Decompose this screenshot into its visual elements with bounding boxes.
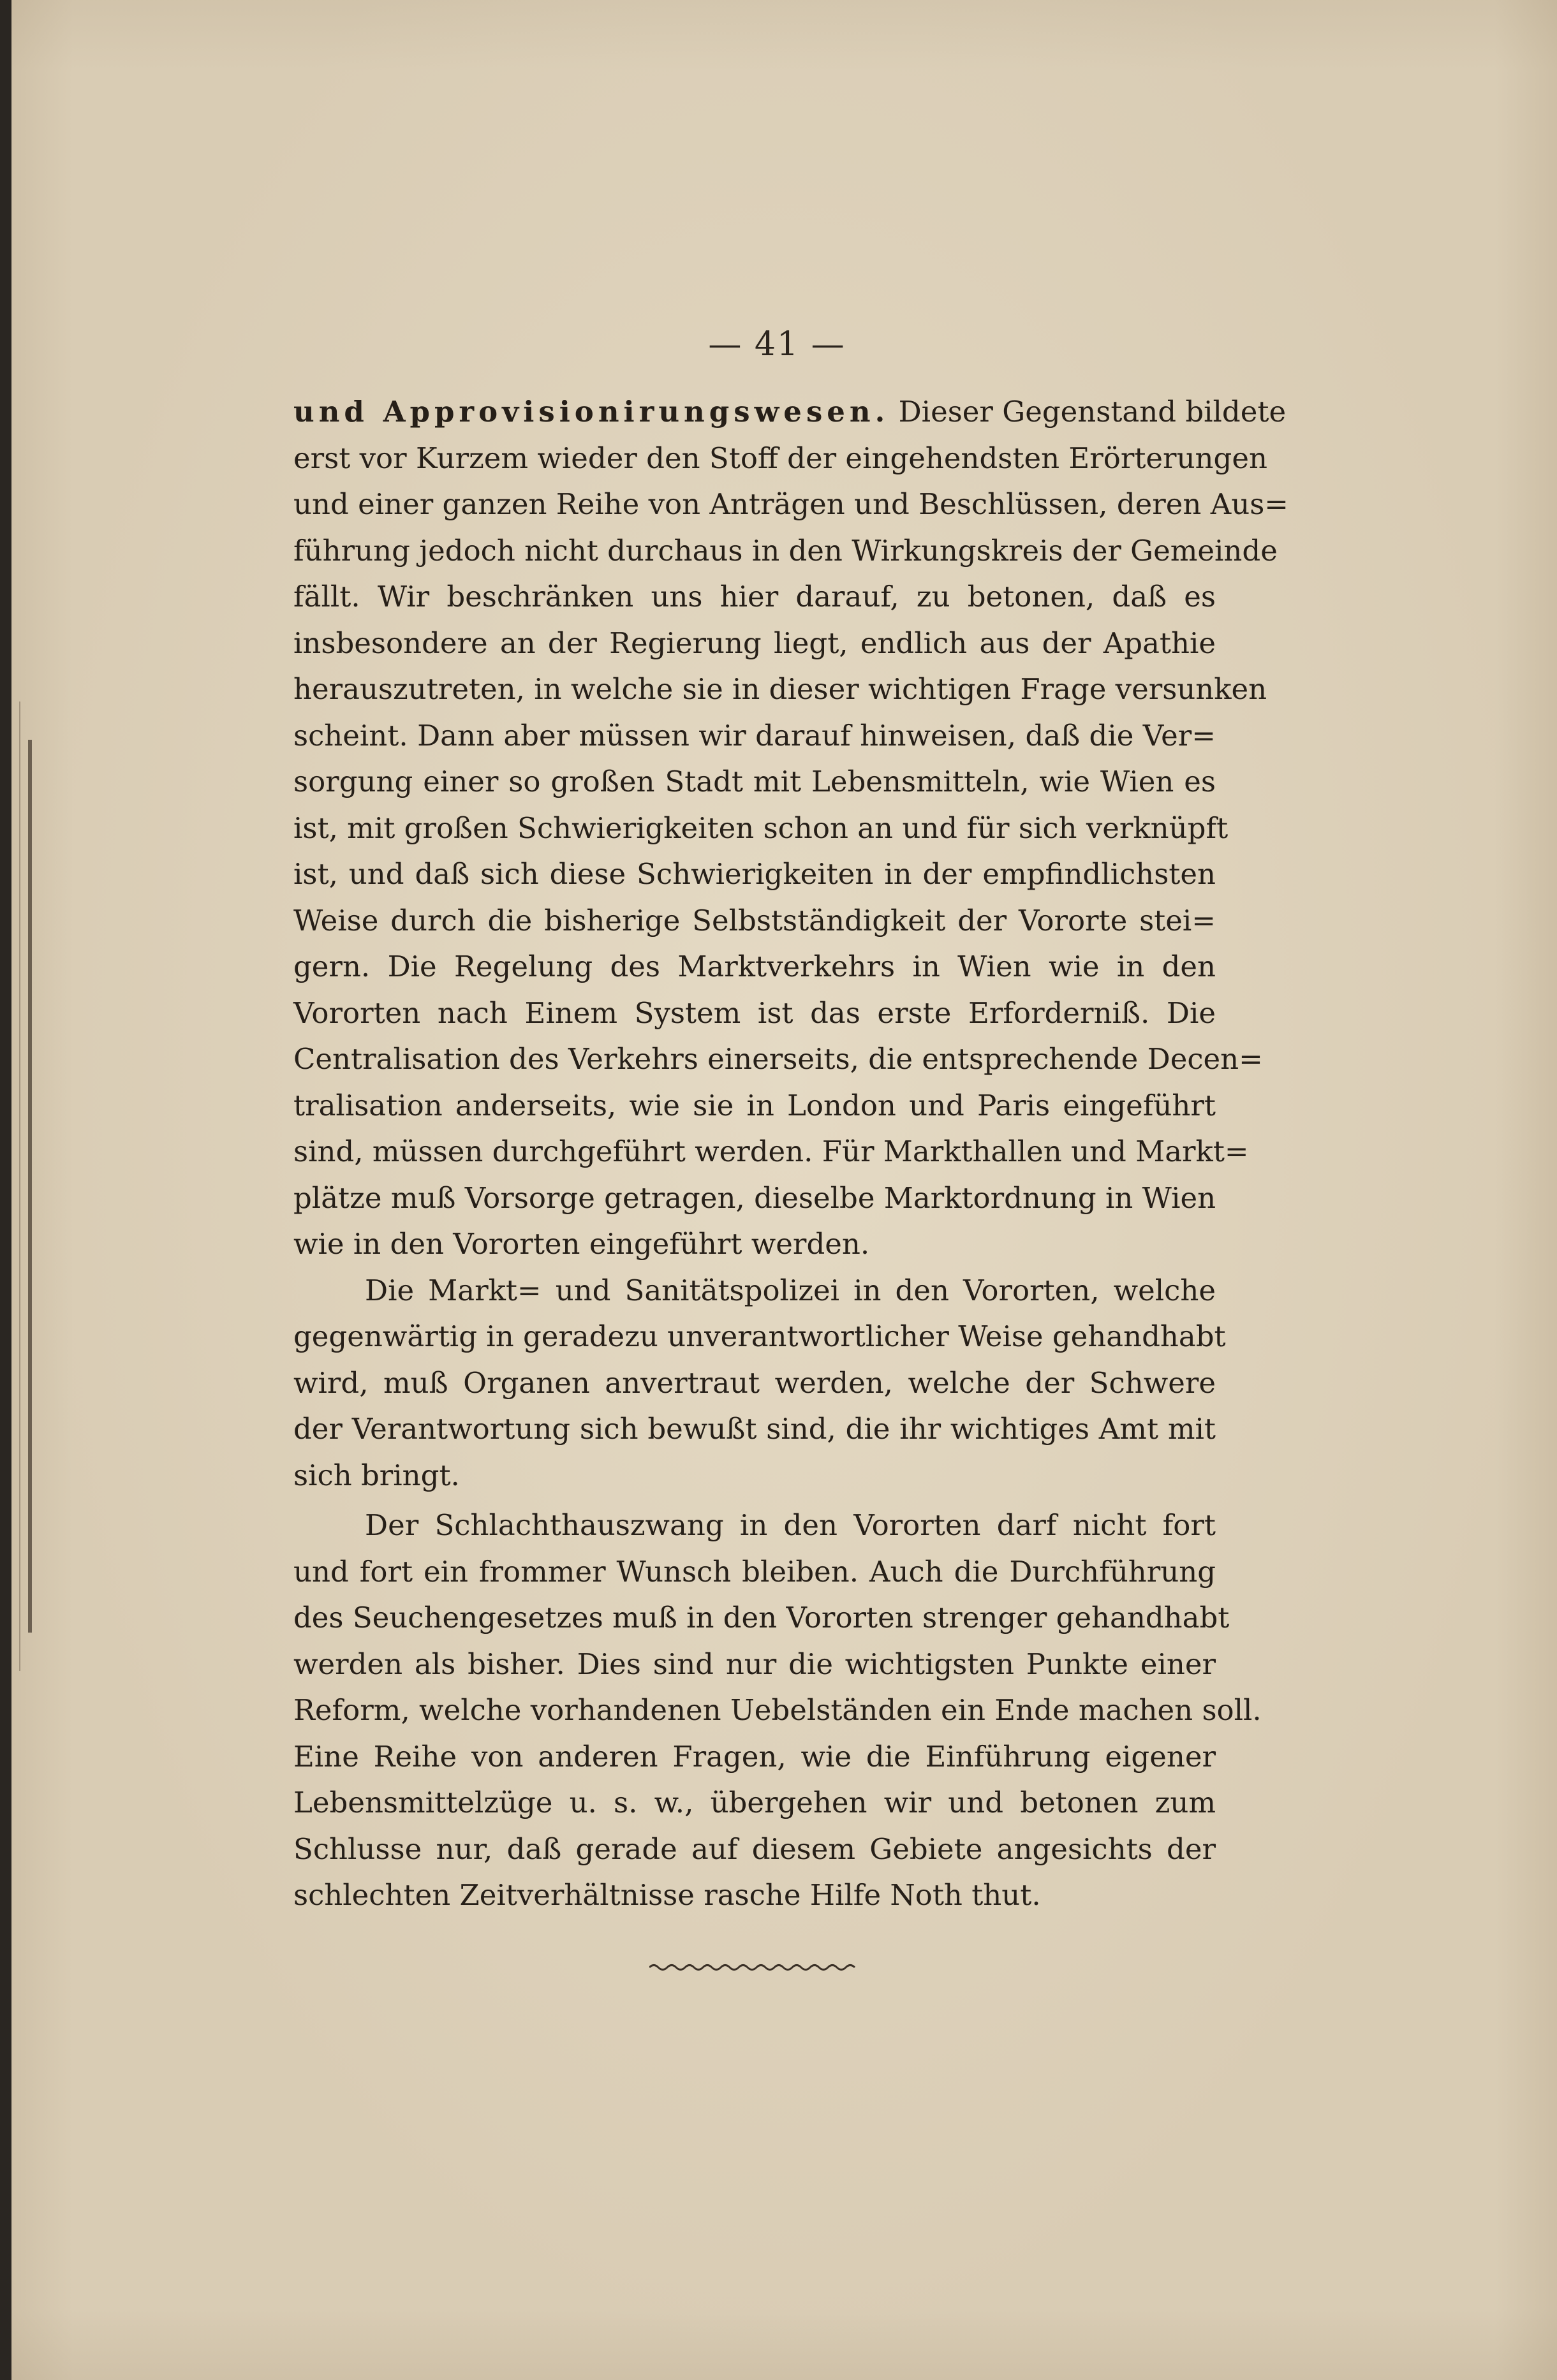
- text-line: erst vor Kurzem wieder den Stoff der eingehendsten Erörterungen: [293, 441, 1267, 475]
- text-line: Die Markt= und Sanitätspolizei in den Vororten, welche: [365, 1273, 1216, 1307]
- text-line: fällt. Wir beschränken uns hier darauf, zu betonen, daß es: [293, 580, 1216, 613]
- text-line: wie in den Vororten eingeführt werden.: [293, 1227, 870, 1261]
- text-line: Centralisation des Verkehrs einerseits, die entsprechende Decen=: [293, 1042, 1263, 1076]
- binding-edge-thin: [19, 702, 20, 1671]
- text-line: ist, und daß sich diese Schwierigkeiten in der empfindlichsten: [293, 857, 1216, 891]
- text-line: der Verantwortung sich bewußt sind, die ihr wichtiges Amt mit: [293, 1412, 1216, 1446]
- text-line: Der Schlachthauszwang in den Vororten darf nicht fort: [365, 1508, 1216, 1542]
- text-line: Lebensmittelzüge u. s. w., übergehen wir und betonen zum: [293, 1786, 1216, 1819]
- text-line: plätze muß Vorsorge getragen, dieselbe Marktordnung in Wien: [293, 1180, 1216, 1215]
- text-line: sind, müssen durchgeführt werden. Für Markthallen und Markt=: [293, 1135, 1249, 1168]
- binding-edge: [28, 740, 32, 1633]
- text-line: Eine Reihe von anderen Fragen, wie die Einführung eigener: [293, 1739, 1216, 1774]
- text-line: Weise durch die bisherige Selbstständigkeit der Vororte stei=: [293, 903, 1216, 937]
- text-line: sorgung einer so großen Stadt mit Lebensmitteln, wie Wien es: [293, 765, 1216, 798]
- body-text: [293, 389, 1288, 1919]
- text-line: und fort ein frommer Wunsch bleiben. Auch die Durchführung: [293, 1554, 1216, 1589]
- text-line: wird, muß Organen anvertraut werden, welche der Schwere: [293, 1365, 1216, 1400]
- line-rest: Dieser Gegenstand bildete: [889, 395, 1287, 429]
- closing-ornament: [649, 1958, 860, 1977]
- text-line: Vororten nach Einem System ist das erste Erforderniß. Die: [293, 995, 1216, 1030]
- text-line: [293, 389, 1287, 436]
- text-line: und einer ganzen Reihe von Anträgen und Beschlüssen, deren Aus=: [293, 487, 1288, 521]
- text-line: tralisation anderseits, wie sie in London und Paris eingeführt: [293, 1088, 1216, 1122]
- text-line: gern. Die Regelung des Marktverkehrs in Wien wie in den: [293, 950, 1216, 983]
- text-line: werden als bisher. Dies sind nur die wichtigsten Punkte einer: [293, 1647, 1216, 1681]
- text-line: führung jedoch nicht durchaus in den Wirkungskreis der Gemeinde: [293, 533, 1278, 568]
- text-line: gegenwärtig in geradezu unverantwortlicher Weise gehandhabt: [293, 1319, 1226, 1353]
- book-page: [11, 0, 1557, 2380]
- text-line: scheint. Dann aber müssen wir darauf hinweisen, daß die Ver=: [293, 718, 1216, 753]
- spaced-heading-phrase: und Approvisionirungswesen.: [293, 395, 890, 429]
- text-line: schlechten Zeitverhältnisse rasche Hilfe Noth thut.: [293, 1878, 1041, 1912]
- text-line: sich bringt.: [293, 1458, 460, 1492]
- text-line: herauszutreten, in welche sie in dieser wichtigen Frage versunken: [293, 672, 1267, 706]
- text-line: insbesondere an der Regierung liegt, endlich aus der Apathie: [293, 626, 1216, 660]
- text-line: Reform, welche vorhandenen Uebelständen ein Ende machen soll.: [293, 1693, 1262, 1727]
- page-number: — 41 —: [708, 325, 846, 364]
- text-line: ist, mit großen Schwierigkeiten schon an und für sich verknüpft: [293, 811, 1229, 845]
- text-line: des Seuchengesetzes muß in den Vororten strenger gehandhabt: [293, 1601, 1230, 1634]
- text-line: Schlusse nur, daß gerade auf diesem Gebiete angesichts der: [293, 1832, 1216, 1866]
